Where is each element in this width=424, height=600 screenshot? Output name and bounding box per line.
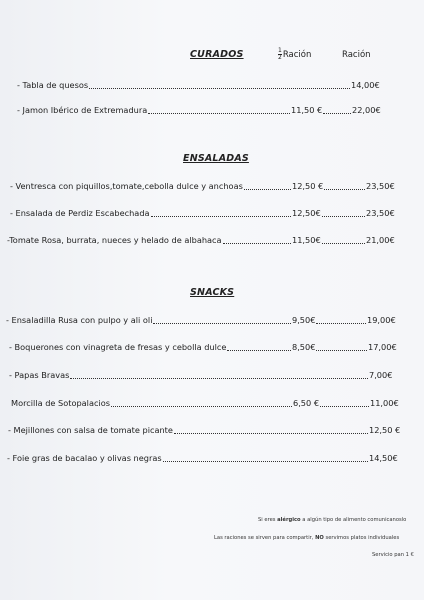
price-full-ration: 22,00€ <box>352 105 381 115</box>
price-full-ration: 11,00€ <box>370 398 399 408</box>
price-full-ration: 23,50€ <box>366 208 395 218</box>
price-full-ration: 7,00€ <box>369 370 393 380</box>
leader-dots <box>163 460 368 462</box>
half-fraction: $\frac{1}{2}$ <box>278 47 282 61</box>
menu-item-name: - Jamon Ibérico de Extremadura <box>17 105 148 115</box>
price-full-ration: 17,00€ <box>368 342 397 352</box>
leader-dots <box>223 242 291 244</box>
menu-item-row <box>0 104 424 116</box>
price-full-ration: 19,00€ <box>367 315 396 325</box>
leader-dots <box>244 188 291 190</box>
leader-dots <box>324 188 365 190</box>
menu-item-name: - Ensalada de Perdiz Escabechada <box>10 208 150 218</box>
leader-dots <box>323 112 351 114</box>
price-half-ration: 9,50€ <box>292 315 316 325</box>
menu-item-name: - Boquerones con vinagreta de fresas y cebolla dulce <box>9 342 227 352</box>
price-half-ration: 12,50 € <box>292 181 324 191</box>
menu-item-row <box>0 207 424 219</box>
menu-item-row <box>0 234 424 246</box>
menu-item-name: - Ensaladilla Rusa con pulpo y ali oli <box>6 315 153 325</box>
menu-item-row <box>0 452 424 464</box>
price-half-ration: 11,50€ <box>292 235 321 245</box>
menu-item-row <box>0 424 424 436</box>
menu-item-row <box>0 180 424 192</box>
price-full-ration: 12,50 € <box>369 425 401 435</box>
price-full-ration: 23,50€ <box>366 181 395 191</box>
price-half-ration: 6,50 € <box>293 398 320 408</box>
allergy-note: Si eres alérgico a algún tipo de alimento comunicanoslo <box>258 517 407 523</box>
leader-dots <box>227 349 291 351</box>
price-half-ration: 11,50 € <box>291 105 323 115</box>
leader-dots <box>153 322 291 324</box>
leader-dots <box>89 87 350 89</box>
price-full-ration: 14,50€ <box>369 453 398 463</box>
service-note: Servicio pan 1 € <box>372 552 414 558</box>
section-title-ensaladas: ENSALADAS <box>183 153 249 164</box>
menu-item-name: - Foie gras de bacalao y olivas negras <box>7 453 162 463</box>
sharing-note: Las raciones se sirven para compartir, NO servimos platos individuales <box>214 535 400 541</box>
leader-dots <box>320 405 369 407</box>
menu-item-name: - Ventresca con piquillos,tomate,cebolla dulce y anchoas <box>10 181 243 191</box>
menu-item-name: - Mejillones con salsa de tomate picante <box>8 425 173 435</box>
menu-item-row <box>0 397 424 409</box>
leader-dots <box>111 405 292 407</box>
leader-dots <box>316 322 366 324</box>
menu-item-name: - Papas Bravas <box>9 370 70 380</box>
column-header-full: Ración <box>342 50 371 60</box>
leader-dots <box>174 432 368 434</box>
section-title-curados: CURADOS <box>190 49 244 60</box>
menu-item-row <box>0 369 424 381</box>
menu-item-name: - Tabla de quesos <box>17 80 89 90</box>
price-half-ration: 12,50€ <box>292 208 321 218</box>
price-full-ration: 21,00€ <box>366 235 395 245</box>
menu-item-row <box>0 341 424 353</box>
column-header-half: $\frac{1}{2}$ Ración <box>278 47 312 61</box>
section-title-snacks: SNACKS <box>190 287 235 298</box>
price-half-ration: 8,50€ <box>292 342 316 352</box>
price-full-ration: 14,00€ <box>351 80 380 90</box>
leader-dots <box>322 215 365 217</box>
menu-item-row <box>0 314 424 326</box>
leader-dots <box>316 349 367 351</box>
leader-dots <box>151 215 291 217</box>
menu-item-row <box>0 79 424 91</box>
leader-dots <box>322 242 365 244</box>
menu-item-name: Morcilla de Sotopalacios <box>11 398 111 408</box>
leader-dots <box>148 112 290 114</box>
leader-dots <box>70 377 368 379</box>
menu-item-name: -Tomate Rosa, burrata, nueces y helado de albahaca <box>7 235 222 245</box>
